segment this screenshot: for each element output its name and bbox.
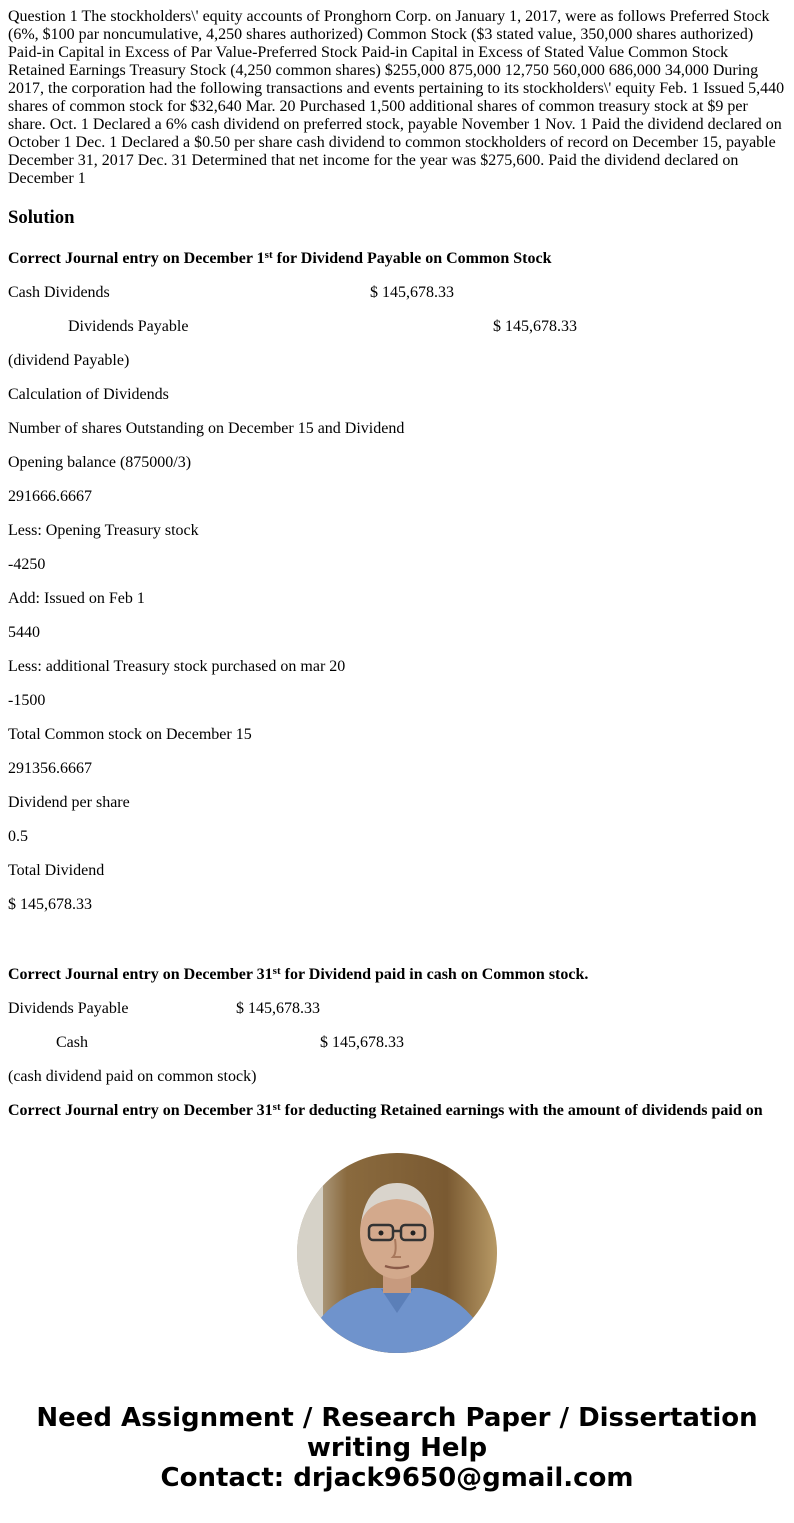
entry3-heading: Correct Journal entry on December 31st for deducting Retained earnings with the amount of dividends paid on bbox=[8, 1101, 763, 1119]
calc-line: -4250 bbox=[8, 556, 46, 573]
solution-heading: Solution bbox=[8, 207, 75, 228]
calc-title: Calculation of Dividends bbox=[8, 386, 169, 403]
entry2-credit-line bbox=[8, 1034, 786, 1052]
calc-line: Total Common stock on December 15 bbox=[8, 726, 252, 743]
entry2-debit-line bbox=[8, 1000, 786, 1018]
entry2-heading: Correct Journal entry on December 31st for Dividend paid in cash on Common stock. bbox=[8, 965, 589, 983]
document-body bbox=[8, 0, 786, 1124]
entry2-debit-amount: $ 145,678.33 bbox=[236, 1000, 320, 1017]
calc-line: Add: Issued on Feb 1 bbox=[8, 590, 145, 607]
contact-banner bbox=[0, 1403, 794, 1493]
calc-line: 291356.6667 bbox=[8, 760, 92, 777]
calc-line: Less: additional Treasury stock purchased on mar 20 bbox=[8, 658, 346, 675]
calc-line: Opening balance (875000/3) bbox=[8, 454, 192, 471]
question-text: Question 1 The stockholders\' equity accounts of Pronghorn Corp. on January 1, 2017, were as follows Preferred Stock (6%, $100 par noncumulative, 4,250 shares authorized) Common Stock ($3 stated value, 350,000 shares authorized) Paid-in Capital in Excess of Par Value-Preferred Stock Paid-in Capital in Excess of Stated Value Common Stock Retained Earnings Treasury Stock (4,250 common shares) $255,000 875,000 12,750 560,000 686,000 34,000 During 2017, the corporation had the following transactions and events pertaining to its stockholders\' equity Feb. 1 Issued 5,440 shares of common stock for $32,640 Mar. 20 Purchased 1,500 additional shares of common treasury stock at $9 per share. Oct. 1 Declared a 6% cash dividend on preferred stock, payable November 1 Nov. 1 Paid the dividend declared on October 1 Dec. 1 Declared a $0.50 per share cash dividend to common stockholders of record on December 15, payable December 31, 2017 Dec. 31 Determined that net income for the year was $275,600. Paid the dividend declared on December 1 bbox=[8, 8, 785, 187]
author-photo bbox=[297, 1153, 497, 1353]
entry1-credit-line bbox=[8, 318, 786, 336]
cta-line-1: Need Assignment / Research Paper / Dissertation bbox=[36, 1403, 758, 1433]
entry1-debit-line bbox=[8, 284, 786, 302]
calc-line: 5440 bbox=[8, 624, 40, 641]
calc-line: 291666.6667 bbox=[8, 488, 92, 505]
portrait-image bbox=[297, 1153, 497, 1353]
cta-line-3: Contact: drjack9650@gmail.com bbox=[160, 1463, 634, 1493]
cta-line-2: writing Help bbox=[306, 1433, 488, 1463]
calc-subtitle: Number of shares Outstanding on December 15 and Dividend bbox=[8, 420, 405, 437]
entry2-credit-amount: $ 145,678.33 bbox=[320, 1034, 404, 1051]
calc-line: -1500 bbox=[8, 692, 46, 709]
entry2-narration: (cash dividend paid on common stock) bbox=[8, 1068, 257, 1085]
entry2-credit-account: Cash bbox=[56, 1034, 88, 1051]
calc-line: 0.5 bbox=[8, 828, 28, 845]
calc-line: Less: Opening Treasury stock bbox=[8, 522, 199, 539]
entry1-narration: (dividend Payable) bbox=[8, 352, 130, 369]
entry1-debit-amount: $ 145,678.33 bbox=[370, 284, 454, 301]
entry1-credit-amount: $ 145,678.33 bbox=[493, 318, 577, 335]
calc-line: Total Dividend bbox=[8, 862, 105, 879]
entry1-heading: Correct Journal entry on December 1st for Dividend Payable on Common Stock bbox=[8, 249, 552, 267]
entry1-credit-account: Dividends Payable bbox=[68, 318, 189, 335]
calc-line: Dividend per share bbox=[8, 794, 130, 811]
calc-line: $ 145,678.33 bbox=[8, 896, 92, 913]
entry1-debit-account: Cash Dividends bbox=[8, 284, 110, 301]
entry2-debit-account: Dividends Payable bbox=[8, 1000, 129, 1017]
